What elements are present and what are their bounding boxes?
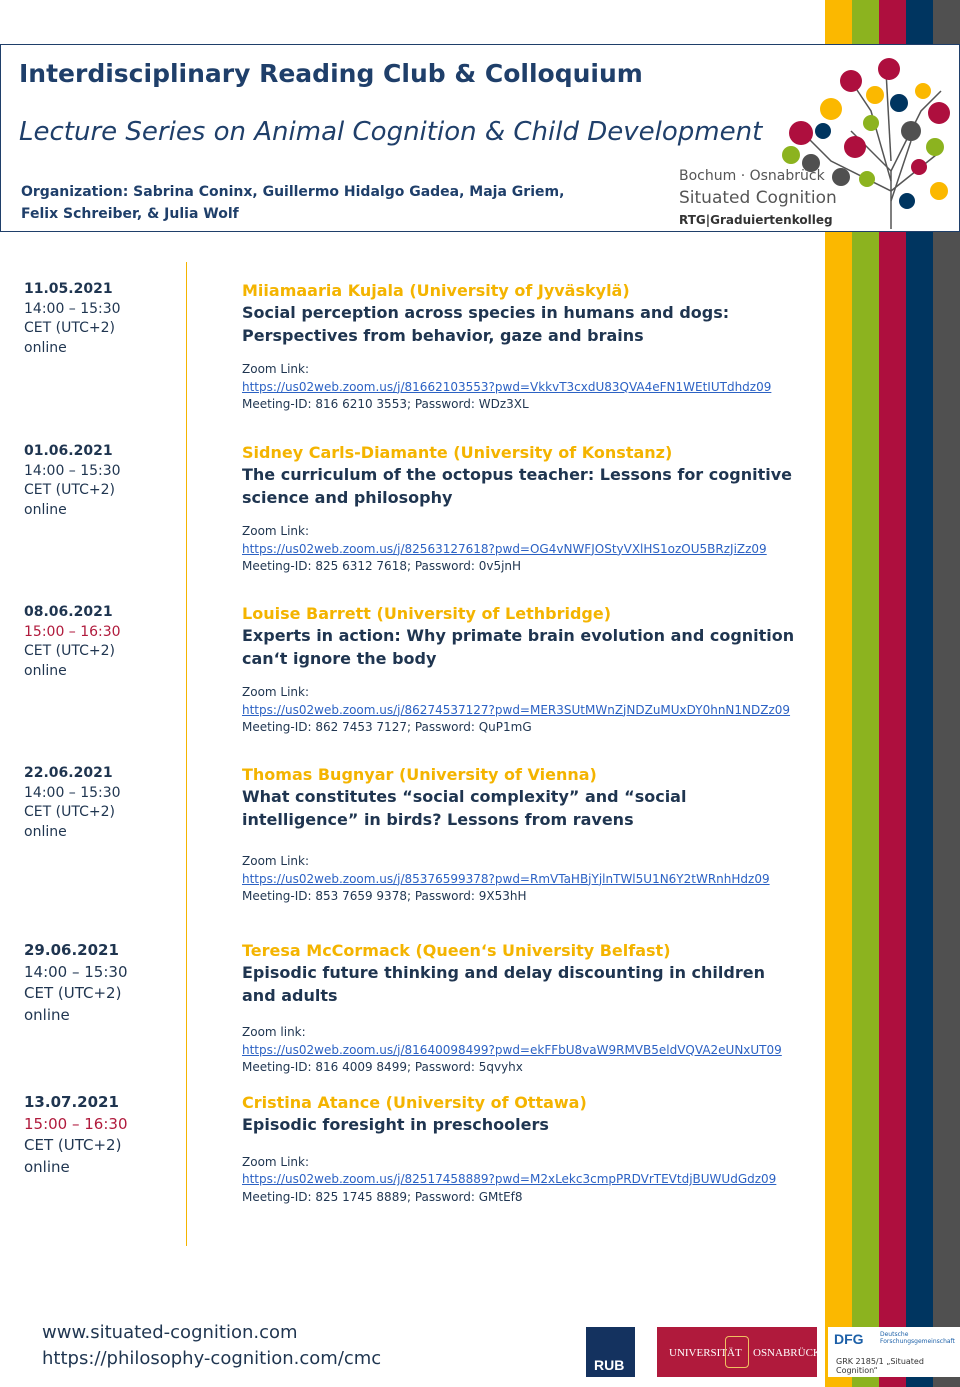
event-title: The curriculum of the octopus teacher: Lessons for cognitive science and philosophy bbox=[242, 465, 792, 507]
event-title: Episodic foresight in preschoolers bbox=[242, 1115, 549, 1134]
event-mode: online bbox=[24, 1157, 70, 1176]
event-mode: online bbox=[24, 1005, 70, 1024]
event-time: 14:00 – 15:30 bbox=[24, 962, 128, 981]
philosophy-link[interactable]: https://philosophy-cognition.com/cmc bbox=[42, 1348, 382, 1369]
osnabrueck-logo bbox=[657, 1327, 821, 1377]
event-details bbox=[242, 764, 802, 906]
zoom-label: Zoom Link: bbox=[242, 685, 310, 699]
meeting-info: Meeting-ID: 862 7453 7127; Password: QuP1mG bbox=[242, 720, 532, 734]
event-zoom bbox=[242, 1154, 802, 1207]
zoom-link[interactable]: https://us02web.zoom.us/j/82517458889?pwd=M2xLekc3cmpPRDVrTEVtdjBUWUdGdz09 bbox=[242, 1172, 777, 1186]
event-date: 29.06.2021 bbox=[24, 941, 119, 959]
uos-text-right: OSNABRÜCK bbox=[753, 1347, 821, 1359]
event-speaker: Teresa McCormack (Queen‘s University Belfast) bbox=[242, 941, 671, 960]
rub-logo-text: RUB bbox=[594, 1357, 625, 1373]
event-details bbox=[242, 603, 802, 737]
event-schedule bbox=[24, 940, 128, 1026]
rtg-logo-text bbox=[679, 165, 837, 231]
event-title: What constitutes “social complexity” and “social intelligence” in birds? Lessons from ravens bbox=[242, 787, 687, 829]
event-speaker: Thomas Bugnyar (University of Vienna) bbox=[242, 765, 597, 784]
event-time: 15:00 – 16:30 bbox=[24, 623, 121, 640]
event-schedule bbox=[24, 442, 121, 520]
event-speaker: Cristina Atance (University of Ottawa) bbox=[242, 1093, 587, 1112]
event-zoom bbox=[242, 361, 802, 414]
event-zoom bbox=[242, 523, 802, 576]
zoom-link[interactable]: https://us02web.zoom.us/j/81640098499?pwd=ekFFbU8vaW9RMVB5eldVQVA2eUNxUT09 bbox=[242, 1042, 782, 1057]
event-zoom bbox=[242, 684, 802, 737]
event-mode: online bbox=[24, 823, 67, 840]
meeting-info: Meeting-ID: 816 4009 8499; Password: 5qvyhx bbox=[242, 1060, 523, 1074]
event-mode: online bbox=[24, 339, 67, 356]
event-time: 14:00 – 15:30 bbox=[24, 462, 121, 479]
seal-icon bbox=[725, 1336, 749, 1368]
grk-label: GRK 2185/1 „Situated Cognition“ bbox=[836, 1357, 924, 1375]
dfg-name-line-1: Deutsche bbox=[880, 1331, 909, 1338]
event-details bbox=[242, 1092, 802, 1206]
dfg-name-line-2: Forschungsgemeinschaft bbox=[880, 1338, 955, 1345]
event-timezone: CET (UTC+2) bbox=[24, 1136, 122, 1154]
meeting-info: Meeting-ID: 825 1745 8889; Password: GMtEf8 bbox=[242, 1189, 523, 1204]
logo-cities: Bochum · Osnabrück bbox=[679, 168, 825, 184]
zoom-label: Zoom Link: bbox=[242, 524, 310, 538]
event-zoom bbox=[242, 1024, 802, 1077]
event-title: Experts in action: Why primate brain evolution and cognition can‘t ignore the body bbox=[242, 626, 795, 668]
logo-rtg: RTG|Graduiertenkolleg bbox=[679, 213, 833, 227]
event-time: 15:00 – 16:30 bbox=[24, 1114, 128, 1133]
uos-text-left: UNIVERSITÄT bbox=[669, 1347, 742, 1359]
event-schedule bbox=[24, 764, 121, 842]
dfg-logo bbox=[828, 1327, 960, 1377]
organizers bbox=[21, 181, 564, 225]
event-date: 22.06.2021 bbox=[24, 765, 113, 781]
zoom-label: Zoom link: bbox=[242, 1025, 306, 1039]
event-timezone: CET (UTC+2) bbox=[24, 984, 122, 1002]
zoom-label: Zoom Link: bbox=[242, 854, 310, 868]
event-date: 13.07.2021 bbox=[24, 1093, 119, 1111]
event-details bbox=[242, 280, 802, 414]
event-speaker: Louise Barrett (University of Lethbridge) bbox=[242, 604, 612, 623]
dfg-logo-text: DFG bbox=[834, 1331, 864, 1347]
zoom-link[interactable]: https://us02web.zoom.us/j/81662103553?pwd=VkkvT3cxdU83QVA4eFN1WEtIUTdhdz09 bbox=[242, 379, 772, 394]
event-time: 14:00 – 15:30 bbox=[24, 300, 121, 317]
zoom-link[interactable]: https://us02web.zoom.us/j/85376599378?pwd=RmVTaHBjYjlnTWl5U1N6Y2tWRnhHdz09 bbox=[242, 871, 770, 886]
zoom-link[interactable]: https://us02web.zoom.us/j/86274537127?pwd=MER3SUtMWnZjNDZuMUxDY0hnN1NDZz09 bbox=[242, 702, 791, 717]
event-speaker: Miiamaaria Kujala (University of Jyväskylä) bbox=[242, 281, 630, 300]
meeting-info: Meeting-ID: 825 6312 7618; Password: 0v5jnH bbox=[242, 559, 522, 573]
zoom-label: Zoom Link: bbox=[242, 1154, 310, 1169]
event-details bbox=[242, 442, 802, 576]
page-subtitle: Lecture Series on Animal Cognition & Child Development bbox=[19, 117, 763, 147]
event-mode: online bbox=[24, 501, 67, 518]
event-date: 01.06.2021 bbox=[24, 443, 113, 459]
event-speaker: Sidney Carls-Diamante (University of Konstanz) bbox=[242, 443, 673, 462]
page-title: Interdisciplinary Reading Club & Colloquium bbox=[19, 59, 643, 88]
event-title: Social perception across species in humans and dogs: Perspectives from behavior, gaze and brains bbox=[242, 303, 730, 345]
zoom-label: Zoom Link: bbox=[242, 362, 310, 376]
meeting-info: Meeting-ID: 853 7659 9378; Password: 9X53hH bbox=[242, 889, 527, 903]
event-schedule bbox=[24, 603, 121, 681]
website-link[interactable]: www.situated-cognition.com bbox=[42, 1322, 298, 1343]
event-timezone: CET (UTC+2) bbox=[24, 482, 115, 498]
meeting-info: Meeting-ID: 816 6210 3553; Password: WDz3XL bbox=[242, 397, 529, 411]
event-date: 08.06.2021 bbox=[24, 604, 113, 620]
zoom-link[interactable]: https://us02web.zoom.us/j/82563127618?pwd=OG4vNWFJOStyVXlHS1ozOU5BRzJiZz09 bbox=[242, 541, 767, 556]
event-mode: online bbox=[24, 662, 67, 679]
event-schedule bbox=[24, 280, 121, 358]
dfg-full-name bbox=[880, 1331, 955, 1345]
event-date: 11.05.2021 bbox=[24, 281, 113, 297]
event-zoom bbox=[242, 853, 802, 906]
event-timezone: CET (UTC+2) bbox=[24, 320, 115, 336]
event-time: 14:00 – 15:30 bbox=[24, 784, 121, 801]
organizers-line-2: Felix Schreiber, & Julia Wolf bbox=[21, 206, 239, 222]
event-schedule bbox=[24, 1092, 128, 1178]
event-timezone: CET (UTC+2) bbox=[24, 804, 115, 820]
event-details bbox=[242, 940, 802, 1077]
logo-name: Situated Cognition bbox=[679, 188, 837, 208]
rub-logo bbox=[586, 1327, 635, 1377]
timeline-divider bbox=[186, 262, 187, 1246]
organizers-line-1: Organization: Sabrina Coninx, Guillermo Hidalgo Gadea, Maja Griem, bbox=[21, 184, 565, 200]
header-box bbox=[0, 44, 960, 232]
event-title: Episodic future thinking and delay discounting in children and adults bbox=[242, 963, 765, 1005]
event-timezone: CET (UTC+2) bbox=[24, 643, 115, 659]
footer-links bbox=[42, 1320, 381, 1372]
